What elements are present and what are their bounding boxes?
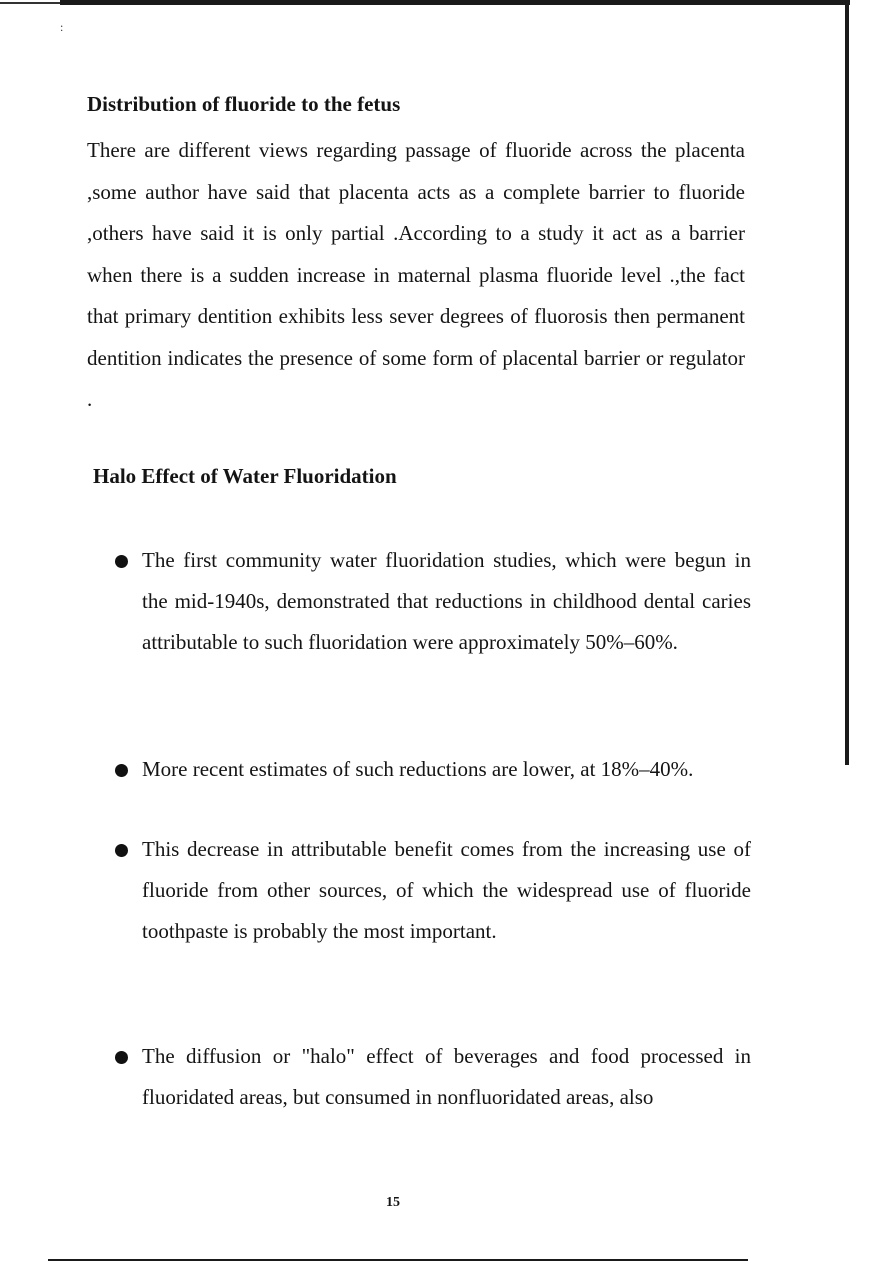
bullet-text: More recent estimates of such reductions are lower, at 18%–40%. xyxy=(142,757,694,781)
bullet-item xyxy=(115,829,751,952)
section-heading: Distribution of fluoride to the fetus xyxy=(87,92,401,116)
bullet-item xyxy=(115,540,751,663)
bullet-dot-icon xyxy=(115,844,128,857)
right-border-line xyxy=(845,0,849,765)
bullet-text: This decrease in attributable benefit comes from the increasing use of fluoride from other sources, of which the widespread use of fluoride toothpaste is probably the most important. xyxy=(142,837,751,943)
bottom-border-line xyxy=(48,1259,748,1261)
bullet-text: The first community water fluoridation studies, which were begun in the mid-1940s, demonstrated that reductions in childhood dental caries attributable to such fluoridation were approximately 50%–60%. xyxy=(142,548,751,654)
scan-mark: : xyxy=(60,20,64,34)
bullet-dot-icon xyxy=(115,764,128,777)
top-border-line-left xyxy=(0,2,60,4)
bullet-item xyxy=(115,1036,751,1118)
subheading: Halo Effect of Water Fluoridation xyxy=(93,464,397,488)
page-number: 15 xyxy=(386,1195,400,1210)
bullet-item xyxy=(115,749,751,790)
top-border-line xyxy=(60,0,850,5)
body-paragraph: There are different views regarding passage of fluoride across the placenta ,some author have said that placenta acts as a complete barrier to fluoride ,others have said it is only partial .According to a study it act as a barrier when there is a sudden increase in maternal plasma fluoride level .,the fact that primary dentition exhibits less sever degrees of fluorosis then permanent dentition indicates the presence of some form of placental barrier or regulator . xyxy=(87,138,745,411)
bullet-dot-icon xyxy=(115,555,128,568)
bullet-text: The diffusion or "halo" effect of beverages and food processed in fluoridated areas, but consumed in nonfluoridated areas, also xyxy=(142,1044,751,1109)
bullet-dot-icon xyxy=(115,1051,128,1064)
